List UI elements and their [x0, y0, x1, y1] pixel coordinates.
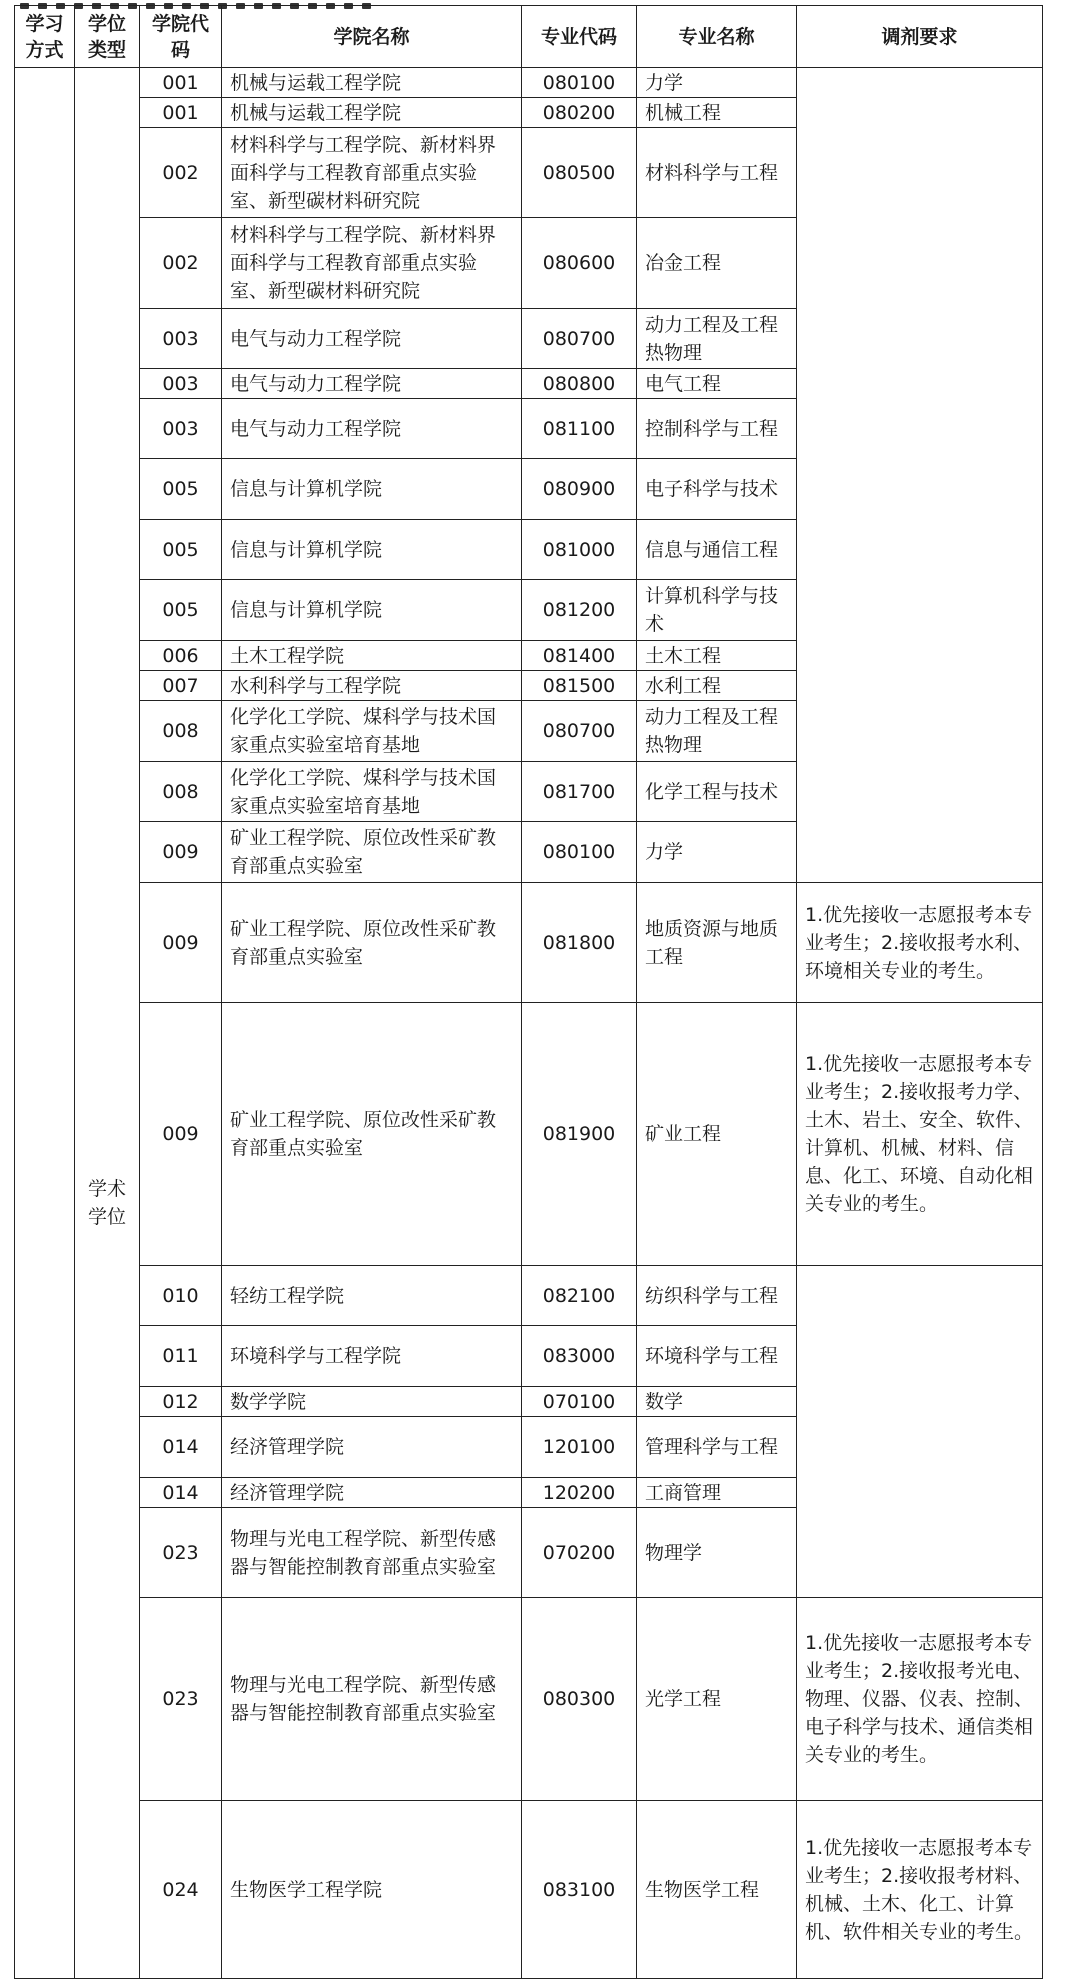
- major-code-cell: 081800: [522, 883, 637, 1003]
- college-code-cell: 001: [140, 98, 222, 128]
- major-code-cell: 080700: [522, 701, 637, 762]
- major-name-cell: 光学工程: [637, 1598, 797, 1801]
- college-name-cell: 电气与动力工程学院: [222, 369, 522, 399]
- major-name-cell: 动力工程及工程热物理: [637, 701, 797, 762]
- header-adjust-req: 调剂要求: [797, 6, 1043, 68]
- header-study-mode: 学习方式: [15, 6, 75, 68]
- major-code-cell: 120200: [522, 1478, 637, 1508]
- major-name-cell: 数学: [637, 1387, 797, 1417]
- major-name-cell: 环境科学与工程: [637, 1326, 797, 1387]
- college-code-cell: 011: [140, 1326, 222, 1387]
- major-name-cell: 生物医学工程: [637, 1801, 797, 1979]
- major-name-cell: 土木工程: [637, 641, 797, 671]
- college-code-cell: 009: [140, 883, 222, 1003]
- college-name-cell: 信息与计算机学院: [222, 580, 522, 641]
- major-name-cell: 动力工程及工程热物理: [637, 309, 797, 369]
- major-code-cell: 081000: [522, 520, 637, 580]
- college-code-cell: 006: [140, 641, 222, 671]
- college-name-cell: 经济管理学院: [222, 1417, 522, 1478]
- major-name-cell: 物理学: [637, 1508, 797, 1598]
- adjust-req-cell-empty: [797, 1266, 1043, 1598]
- major-code-cell: 081900: [522, 1003, 637, 1266]
- college-name-cell: 材料科学与工程学院、新材料界面科学与工程教育部重点实验室、新型碳材料研究院: [222, 218, 522, 309]
- college-code-cell: 023: [140, 1598, 222, 1801]
- major-code-cell: 080100: [522, 822, 637, 883]
- major-name-cell: 矿业工程: [637, 1003, 797, 1266]
- college-code-cell: 002: [140, 128, 222, 218]
- major-code-cell: 081100: [522, 399, 637, 459]
- adjust-req-cell: 1.优先接收一志愿报考本专业考生；2.接收报考力学、土木、岩土、安全、软件、计算机、机械、材料、信息、化工、环境、自动化相关专业的考生。: [797, 1003, 1043, 1266]
- college-name-cell: 生物医学工程学院: [222, 1801, 522, 1979]
- college-name-cell: 水利科学与工程学院: [222, 671, 522, 701]
- college-code-cell: 009: [140, 1003, 222, 1266]
- table-row: [15, 68, 1043, 98]
- major-name-cell: 力学: [637, 822, 797, 883]
- college-name-cell: 物理与光电工程学院、新型传感器与智能控制教育部重点实验室: [222, 1508, 522, 1598]
- header-college-code: 学院代码: [140, 6, 222, 68]
- college-name-cell: 矿业工程学院、原位改性采矿教育部重点实验室: [222, 1003, 522, 1266]
- college-name-cell: 矿业工程学院、原位改性采矿教育部重点实验室: [222, 883, 522, 1003]
- major-name-cell: 控制科学与工程: [637, 399, 797, 459]
- header-major-code: 专业代码: [522, 6, 637, 68]
- major-code-cell: 080700: [522, 309, 637, 369]
- major-name-cell: 机械工程: [637, 98, 797, 128]
- adjust-req-cell: 1.优先接收一志愿报考本专业考生；2.接收报考水利、环境相关专业的考生。: [797, 883, 1043, 1003]
- college-code-cell: 003: [140, 309, 222, 369]
- major-name-cell: 力学: [637, 68, 797, 98]
- college-name-cell: 材料科学与工程学院、新材料界面科学与工程教育部重点实验室、新型碳材料研究院: [222, 128, 522, 218]
- adjust-req-cell-empty: [797, 68, 1043, 883]
- major-code-cell: 083000: [522, 1326, 637, 1387]
- major-code-cell: 080300: [522, 1598, 637, 1801]
- adjust-req-cell: 1.优先接收一志愿报考本专业考生；2.接收报考材料、机械、土木、化工、计算机、软件相关专业的考生。: [797, 1801, 1043, 1979]
- table-row: [15, 1266, 1043, 1326]
- adjust-req-cell: 1.优先接收一志愿报考本专业考生；2.接收报考光电、物理、仪器、仪表、控制、电子科学与技术、通信类相关专业的考生。: [797, 1598, 1043, 1801]
- adjustment-table: [14, 5, 1043, 1979]
- college-name-cell: 环境科学与工程学院: [222, 1326, 522, 1387]
- major-name-cell: 冶金工程: [637, 218, 797, 309]
- college-name-cell: 机械与运载工程学院: [222, 98, 522, 128]
- college-name-cell: 矿业工程学院、原位改性采矿教育部重点实验室: [222, 822, 522, 883]
- major-code-cell: 070100: [522, 1387, 637, 1417]
- college-code-cell: 003: [140, 399, 222, 459]
- major-name-cell: 管理科学与工程: [637, 1417, 797, 1478]
- major-code-cell: 082100: [522, 1266, 637, 1326]
- major-name-cell: 纺织科学与工程: [637, 1266, 797, 1326]
- major-code-cell: 080200: [522, 98, 637, 128]
- college-code-cell: 024: [140, 1801, 222, 1979]
- major-code-cell: 081700: [522, 762, 637, 822]
- major-name-cell: 地质资源与地质工程: [637, 883, 797, 1003]
- table-header-row: [15, 6, 1043, 68]
- college-name-cell: 机械与运载工程学院: [222, 68, 522, 98]
- major-code-cell: 083100: [522, 1801, 637, 1979]
- college-code-cell: 002: [140, 218, 222, 309]
- college-code-cell: 014: [140, 1478, 222, 1508]
- header-major-name: 专业名称: [637, 6, 797, 68]
- major-name-cell: 工商管理: [637, 1478, 797, 1508]
- major-code-cell: 081500: [522, 671, 637, 701]
- college-code-cell: 007: [140, 671, 222, 701]
- major-name-cell: 信息与通信工程: [637, 520, 797, 580]
- college-code-cell: 012: [140, 1387, 222, 1417]
- major-name-cell: 电气工程: [637, 369, 797, 399]
- degree-type-cell: 学术学位: [75, 68, 140, 1979]
- college-name-cell: 经济管理学院: [222, 1478, 522, 1508]
- major-name-cell: 电子科学与技术: [637, 459, 797, 520]
- college-name-cell: 电气与动力工程学院: [222, 309, 522, 369]
- college-code-cell: 014: [140, 1417, 222, 1478]
- table-row: [15, 1598, 1043, 1801]
- college-code-cell: 005: [140, 580, 222, 641]
- table-row: [15, 883, 1043, 1003]
- table-row: [15, 1801, 1043, 1979]
- major-code-cell: 081400: [522, 641, 637, 671]
- college-name-cell: 轻纺工程学院: [222, 1266, 522, 1326]
- college-name-cell: 数学学院: [222, 1387, 522, 1417]
- college-name-cell: 电气与动力工程学院: [222, 399, 522, 459]
- college-code-cell: 001: [140, 68, 222, 98]
- cropped-title-strip: [20, 0, 440, 4]
- major-code-cell: 080500: [522, 128, 637, 218]
- major-code-cell: 070200: [522, 1508, 637, 1598]
- college-code-cell: 005: [140, 459, 222, 520]
- college-code-cell: 008: [140, 701, 222, 762]
- college-name-cell: 化学化工学院、煤科学与技术国家重点实验室培育基地: [222, 762, 522, 822]
- major-name-cell: 计算机科学与技术: [637, 580, 797, 641]
- college-code-cell: 003: [140, 369, 222, 399]
- college-code-cell: 010: [140, 1266, 222, 1326]
- table-row: [15, 1003, 1043, 1266]
- major-code-cell: 080900: [522, 459, 637, 520]
- college-name-cell: 信息与计算机学院: [222, 459, 522, 520]
- major-name-cell: 化学工程与技术: [637, 762, 797, 822]
- college-code-cell: 023: [140, 1508, 222, 1598]
- college-code-cell: 005: [140, 520, 222, 580]
- college-name-cell: 信息与计算机学院: [222, 520, 522, 580]
- major-code-cell: 120100: [522, 1417, 637, 1478]
- study-mode-cell: [15, 68, 75, 1979]
- college-name-cell: 土木工程学院: [222, 641, 522, 671]
- header-degree-type: 学位类型: [75, 6, 140, 68]
- major-code-cell: 080100: [522, 68, 637, 98]
- major-name-cell: 材料科学与工程: [637, 128, 797, 218]
- college-code-cell: 009: [140, 822, 222, 883]
- college-name-cell: 物理与光电工程学院、新型传感器与智能控制教育部重点实验室: [222, 1598, 522, 1801]
- college-name-cell: 化学化工学院、煤科学与技术国家重点实验室培育基地: [222, 701, 522, 762]
- header-college-name: 学院名称: [222, 6, 522, 68]
- major-code-cell: 080800: [522, 369, 637, 399]
- major-name-cell: 水利工程: [637, 671, 797, 701]
- major-code-cell: 080600: [522, 218, 637, 309]
- major-code-cell: 081200: [522, 580, 637, 641]
- college-code-cell: 008: [140, 762, 222, 822]
